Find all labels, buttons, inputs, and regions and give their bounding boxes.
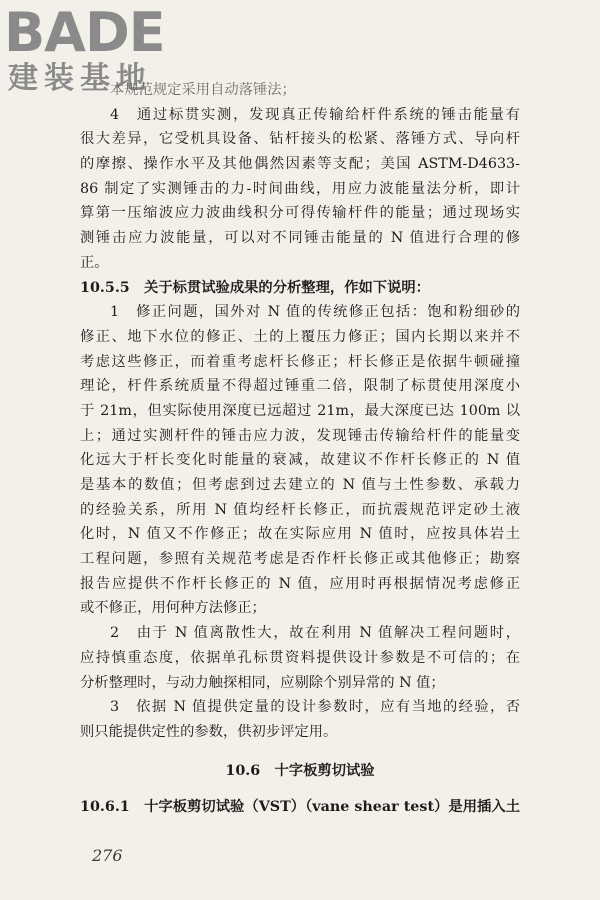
text-line: 算第一压缩波应力波曲线积分可得传输杆件的能量；通过现场实: [80, 205, 520, 222]
page-body: [80, 78, 520, 819]
text-line: 分析整理时，与动力触探相同，应剔除个别异常的 N 值；: [80, 674, 445, 691]
text-line: 报告应提供不作杆长修正的 N 值，应用时再根据情况考虑修正: [80, 575, 520, 592]
text-line: 化远大于杆长变化时能量的衰减，故建议不作杆长修正的 N 值: [80, 452, 520, 469]
text-line: 的摩擦、操作水平及其他偶然因素等支配；美国 ASTM-D4633-: [80, 156, 520, 173]
text-line: 2 由于 N 值离散性大，故在利用 N 值解决工程问题时，: [110, 625, 520, 642]
text-line: 是基本的数值；但考虑到过去建立的 N 值与土性参数、承载力: [80, 477, 520, 493]
page-number: 276: [92, 846, 123, 865]
text-line: 应持慎重态度，依据单孔标贯资料提供设计参数是不可信的；在: [80, 649, 520, 666]
text-line: 4 通过标贯实测，发现真正传输给杆件系统的锤击能量有: [110, 106, 520, 123]
text-line: 或不修正，用何种方法修正；: [80, 600, 266, 617]
text-line: 1 修正问题，国外对 N 值的传统修正包括：饱和粉细砂的: [110, 304, 520, 321]
text-line: 86 制定了实测锤击的力-时间曲线，用应力波能量法分析，即计: [80, 180, 520, 197]
logo-brand: BADE: [4, 1, 165, 64]
text-line: 考虑这些修正，而着重考虑杆长修正；杆长修正是依据牛顿碰撞: [80, 353, 520, 370]
text-line: 正。: [80, 254, 109, 271]
text-line: 则只能提供定性的参数，供初步评定用。: [80, 723, 338, 740]
text-line: 工程问题，参照有关规范考虑是否作杆长修正或其他修正；勘察: [80, 551, 520, 568]
clause-heading: 10.6.1 十字板剪切试验（VST）（vane shear test）是用插入土: [80, 798, 520, 815]
text-line: 化时，N 值又不作修正；故在实际应用 N 值时，应按具体岩土: [80, 526, 520, 543]
logo-subtitle: 建装基地: [8, 61, 152, 96]
text-line: 很大差异，它受机具设备、钻杆接头的松紧、落锤方式、导向杆: [80, 131, 520, 148]
text-line: 的经验关系，所用 N 值均经杆长修正，而抗震规范评定砂土液: [80, 501, 520, 518]
text-line: 本规范规定采用自动落锤法；: [110, 82, 296, 98]
clause-heading: 10.5.5 关于标贯试验成果的分析整理，作如下说明：: [80, 279, 430, 296]
text-line: 上；通过实测杆件的锤击应力波，发现锤击传输给杆件的能量变: [80, 427, 520, 444]
text-line: 测锤击应力波能量，可以对不同锤击能量的 N 值进行合理的修: [80, 230, 520, 247]
text-line: 修正、地下水位的修正、土的上覆压力修正；国内长期以来并不: [80, 328, 520, 345]
text-line: 理论，杆件系统质量不得超过锤重二倍，限制了标贯使用深度小: [80, 378, 520, 395]
section-title: 10.6 十字板剪切试验: [225, 762, 375, 779]
text-line: 于 21m，但实际使用深度已远超过 21m，最大深度已达 100m 以: [80, 402, 520, 419]
text-line: 3 依据 N 值提供定量的设计参数时，应有当地的经验，否: [110, 699, 520, 716]
